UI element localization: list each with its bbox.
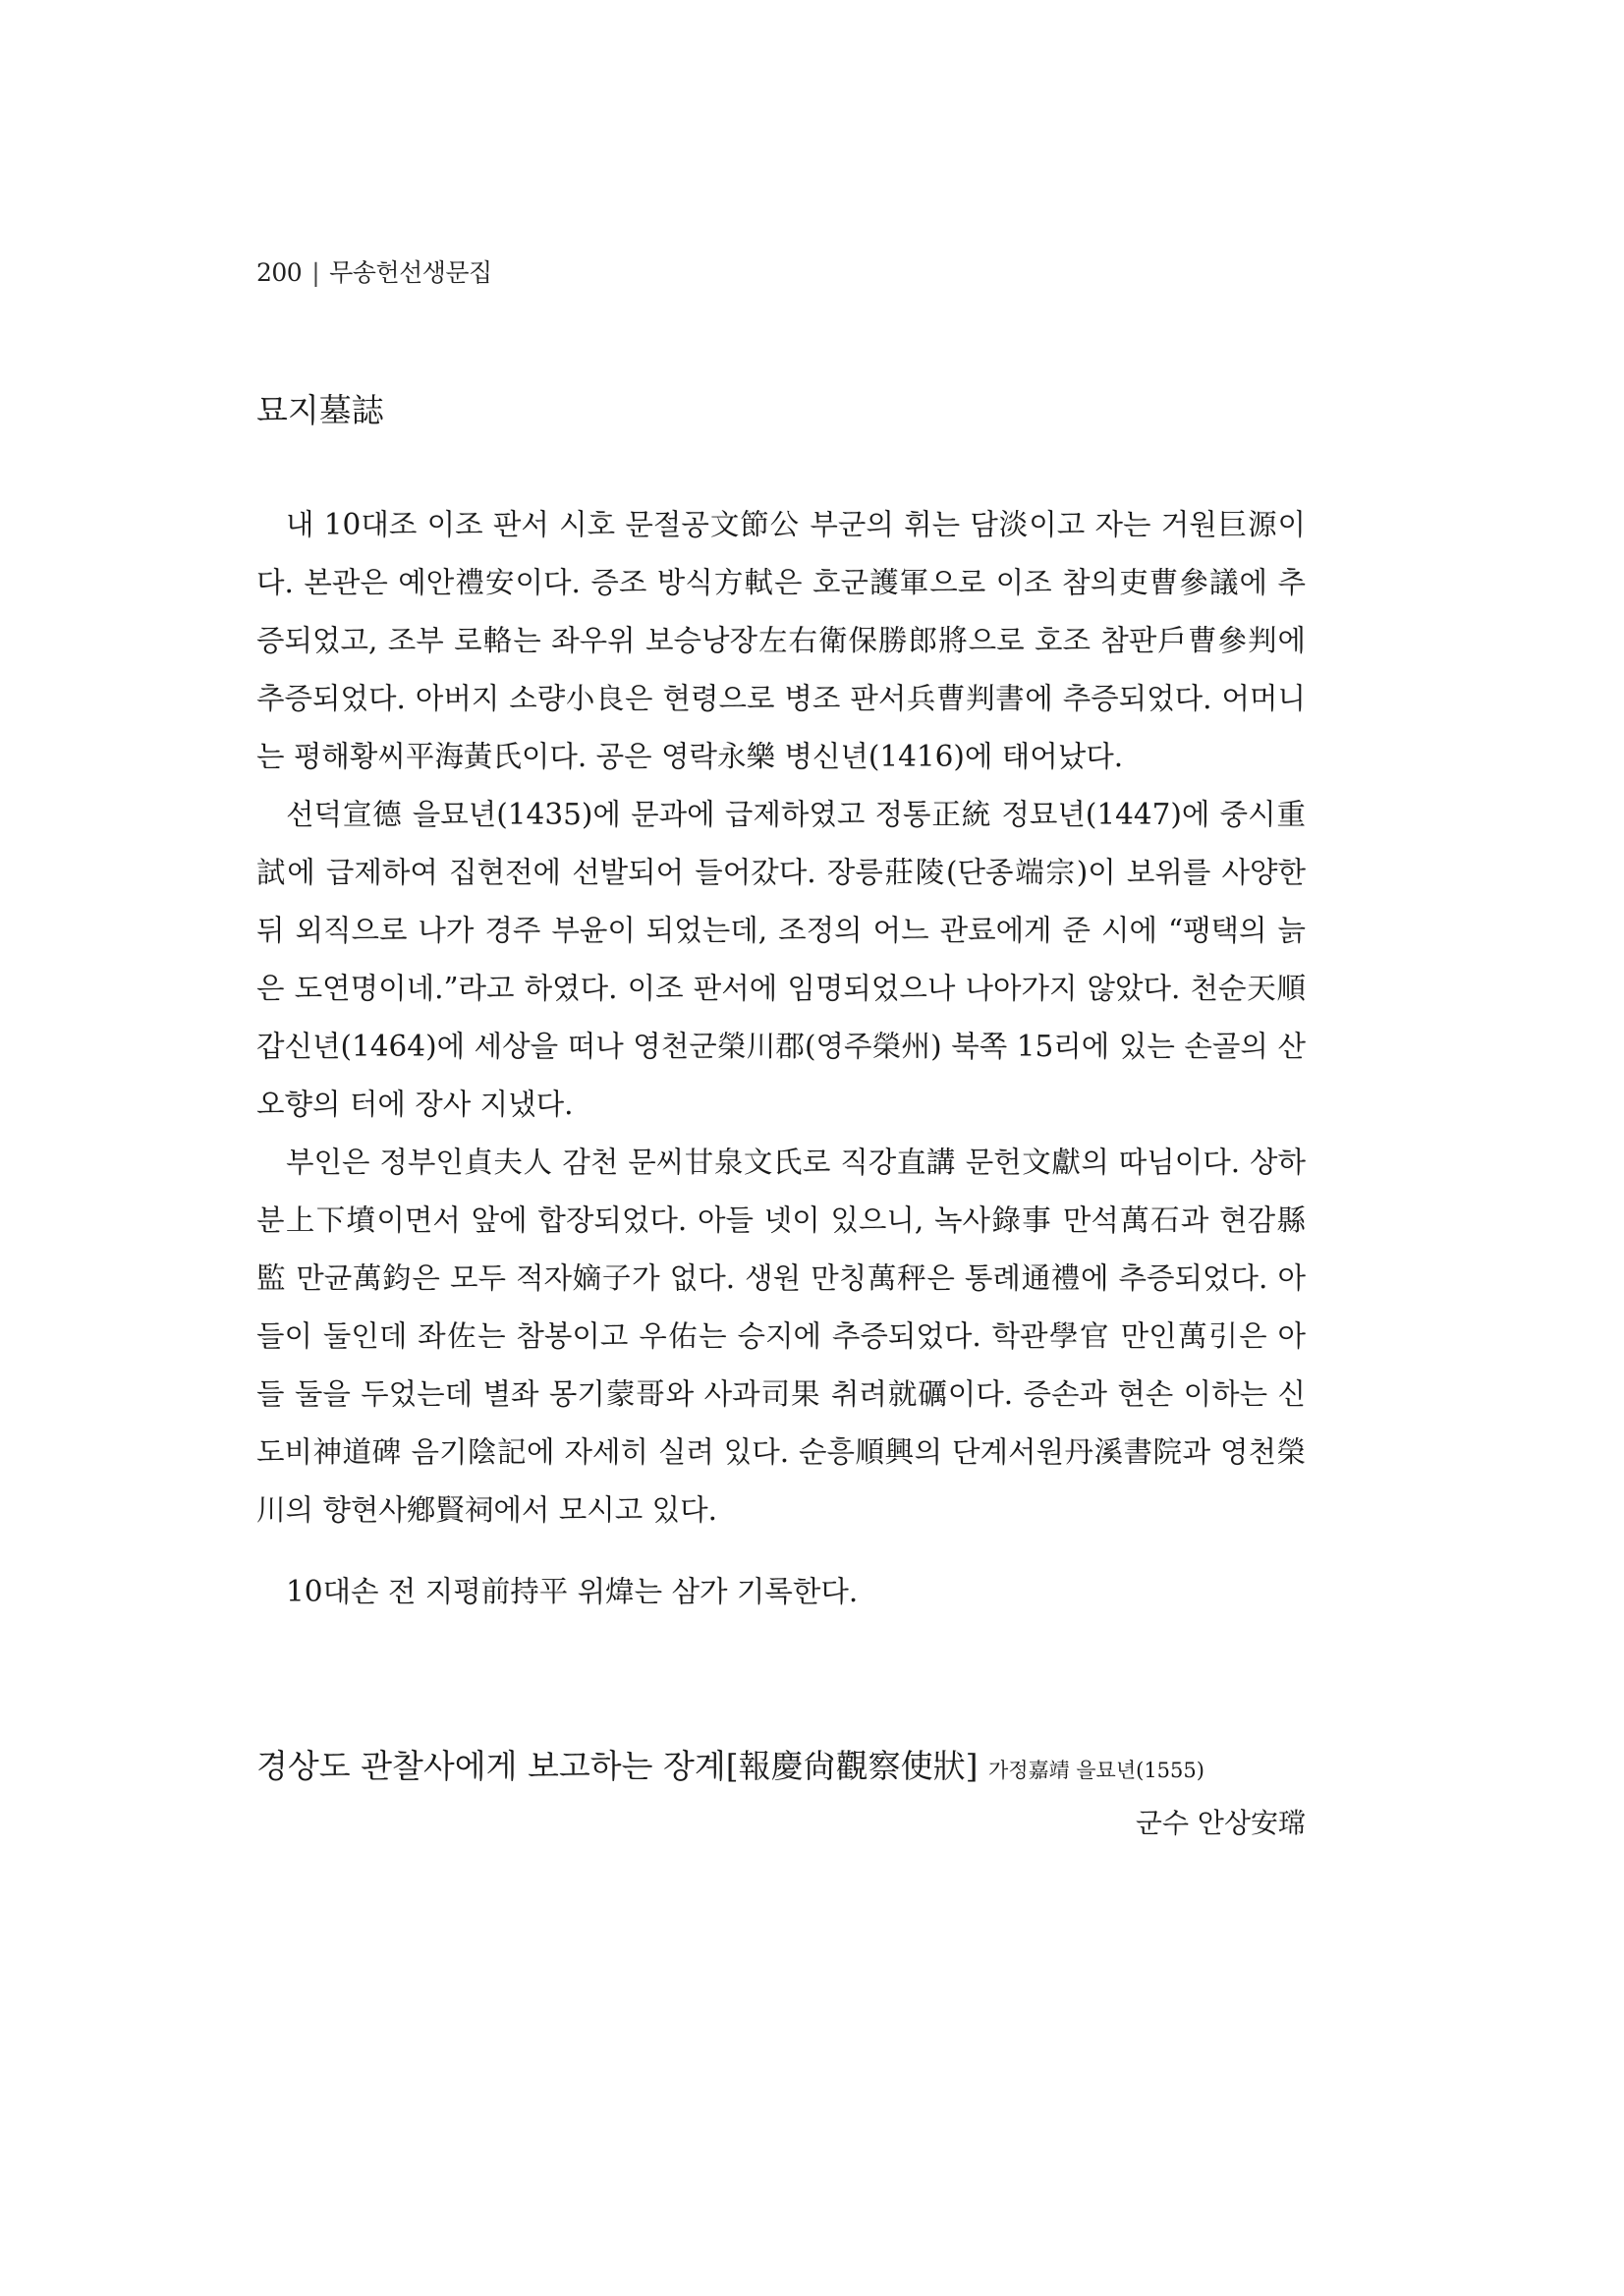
document-date: 가정嘉靖 을묘년(1555) <box>988 1759 1204 1782</box>
book-title: 무송헌선생문집 <box>329 258 492 287</box>
paragraph-3: 부인은 정부인貞夫人 감천 문씨甘泉文氏로 직강直講 문헌文獻의 따님이다. 상하분上下墳이면서 앞에 합장되었다. 아들 넷이 있으니, 녹사錄事 만석萬石과 현감縣監 만균萬鈞은 모두 적자嫡子가 없다. 생원 만칭萬秤은 통례通禮에 추증되었다. 아들이 둘인데 좌佐는 참봉이고 우佑는 승지에 추증되었다. 학관學官 만인萬引은 아들 둘을 두었는데 별좌 몽기蒙哥와 사과司果 취려就礪이다. 증손과 현손 이하는 신도비神道碑 음기陰記에 자세히 실려 있다. 순흥順興의 단계서원丹溪書院과 영천榮川의 향현사鄕賢祠에서 모시고 있다. <box>256 1146 1306 1527</box>
body-text <box>256 496 1306 1540</box>
document-title-main: 경상도 관찰사에게 보고하는 장계[報慶尙觀察使狀] <box>256 1747 979 1785</box>
document-title <box>256 1741 1204 1787</box>
paragraph-1: 내 10대조 이조 판서 시호 문절공文節公 부군의 휘는 담淡이고 자는 거원巨源이다. 본관은 예안禮安이다. 증조 방식方軾은 호군護軍으로 이조 참의吏曹參議에 추증되었고, 조부 로輅는 좌우위 보승낭장左右衛保勝郎將으로 호조 참판戶曹參判에 추증되었다. 아버지 소량小良은 현령으로 병조 판서兵曹判書에 추증되었다. 어머니는 평해황씨平海黃氏이다. 공은 영락永樂 병신년(1416)에 태어났다. <box>256 508 1306 773</box>
page-number: 200 <box>256 258 303 287</box>
section-title: 묘지墓誌 <box>256 391 384 429</box>
running-header <box>256 253 492 289</box>
header-separator: | <box>311 258 320 287</box>
closing-line: 10대손 전 지평前持平 위煒는 삼가 기록한다. <box>286 1575 859 1608</box>
author-line: 군수 안상安瑺 <box>1135 1807 1306 1839</box>
paragraph-2: 선덕宣德 을묘년(1435)에 문과에 급제하였고 정통正統 정묘년(1447)에 중시重試에 급제하여 집현전에 선발되어 들어갔다. 장릉莊陵(단종端宗)이 보위를 사양한 뒤 외직으로 나가 경주 부윤이 되었는데, 조정의 어느 관료에게 준 시에 “팽택의 늙은 도연명이네.”라고 하였다. 이조 판서에 임명되었으나 나아가지 않았다. 천순天順 갑신년(1464)에 세상을 떠나 영천군榮川郡(영주榮州) 북쪽 15리에 있는 손골의 산 오향의 터에 장사 지냈다. <box>256 798 1306 1121</box>
